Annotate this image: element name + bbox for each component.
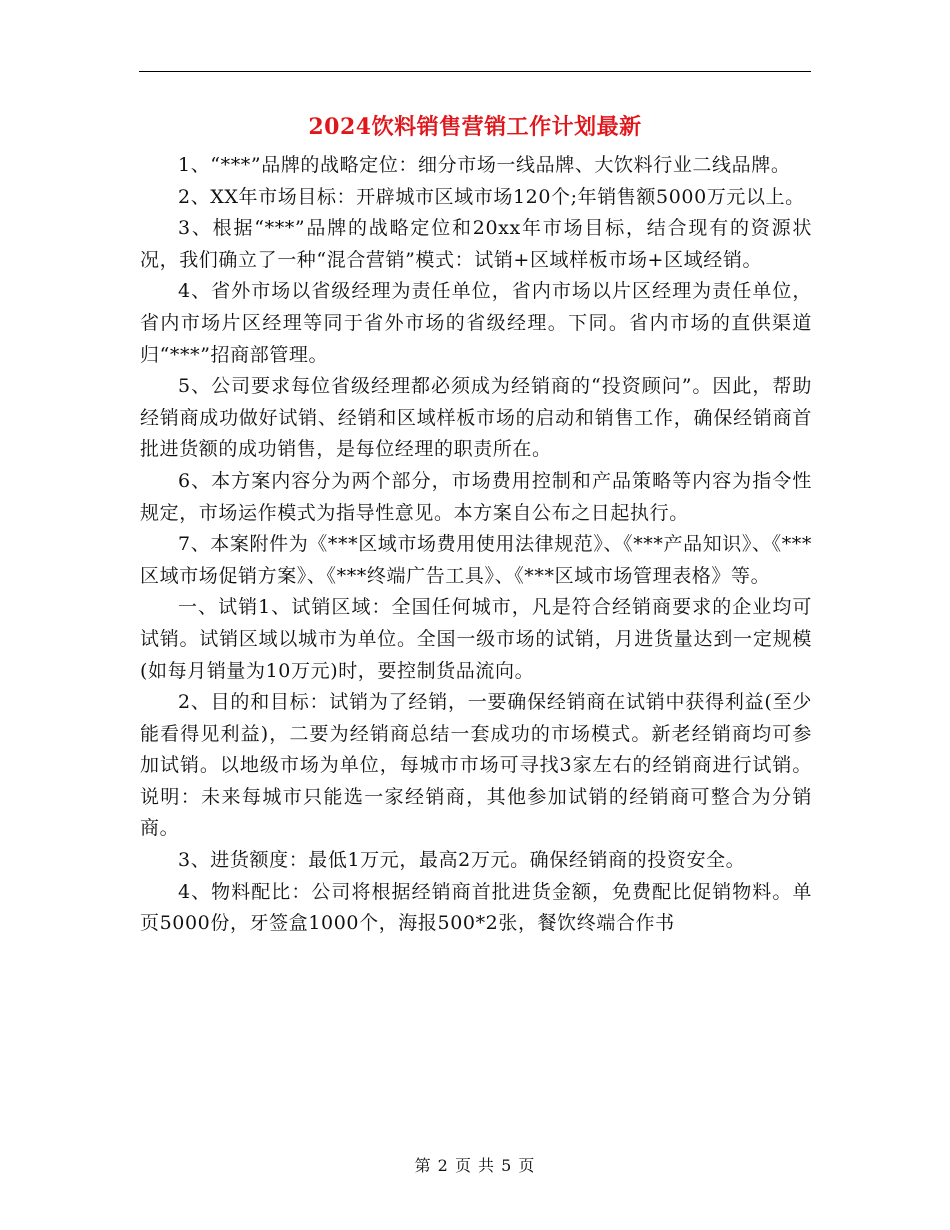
document-body	[140, 150, 812, 940]
paragraph: 一、试销1、试销区域：全国任何城市，凡是符合经销商要求的企业均可试销。试销区域以城市为单位。全国一级市场的试销，月进货量达到一定规模(如每月销量为10万元)时，要控制货品流向。	[140, 596, 812, 682]
paragraph: 4、物料配比：公司将根据经销商首批进货金额，免费配比促销物料。单页5000份，牙签盒1000个，海报500*2张，餐饮终端合作书	[140, 880, 812, 935]
paragraph: 3、根据“***”品牌的战略定位和20xx年市场目标，结合现有的资源状况，我们确立了一种“混合营销”模式：试销+区域样板市场+区域经销。	[140, 217, 812, 271]
paragraph: 3、进货额度：最低1万元，最高2万元。确保经销商的投资安全。	[178, 849, 746, 872]
paragraph: 2、目的和目标：试销为了经销，一要确保经销商在试销中获得利益(至少能看得见利益)，二要为经销商总结一套成功的市场模式。新老经销商均可参加试销。以地级市场为单位，每城市市场可寻找3家左右的经销商进行试销。说明：未来每城市只能选一家经销商，其他参加试销的经销商可整合为分销商。	[140, 691, 812, 840]
paragraph: 7、本案附件为《***区域市场费用使用法律规范》、《***产品知识》、《***区域市场促销方案》、《***终端广告工具》、《***区域市场管理表格》等。	[140, 533, 812, 587]
page-number-footer: 第 2 页 共 5 页	[414, 1156, 536, 1175]
paragraph: 4、省外市场以省级经理为责任单位，省内市场以片区经理为责任单位，省内市场片区经理等同于省外市场的省级经理。下同。省内市场的直供渠道归“***”招商部管理。	[140, 280, 812, 366]
paragraph: 2、XX年市场目标：开辟城市区域市场120个;年销售额5000万元以上。	[178, 185, 805, 208]
paragraph: 6、本方案内容分为两个部分，市场费用控制和产品策略等内容为指令性规定，市场运作模式为指导性意见。本方案自公布之日起执行。	[140, 469, 812, 524]
document-title: 2024饮料销售营销工作计划最新	[308, 114, 642, 140]
paragraph: 5、公司要求每位省级经理都必须成为经销商的“投资顾问”。因此，帮助经销商成功做好试销、经销和区域样板市场的启动和销售工作，确保经销商首批进货额的成功销售，是每位经理的职责所在。	[140, 375, 812, 461]
header-rule	[139, 71, 811, 72]
paragraph: 1、“***”品牌的战略定位：细分市场一线品牌、大饮料行业二线品牌。	[178, 154, 791, 176]
